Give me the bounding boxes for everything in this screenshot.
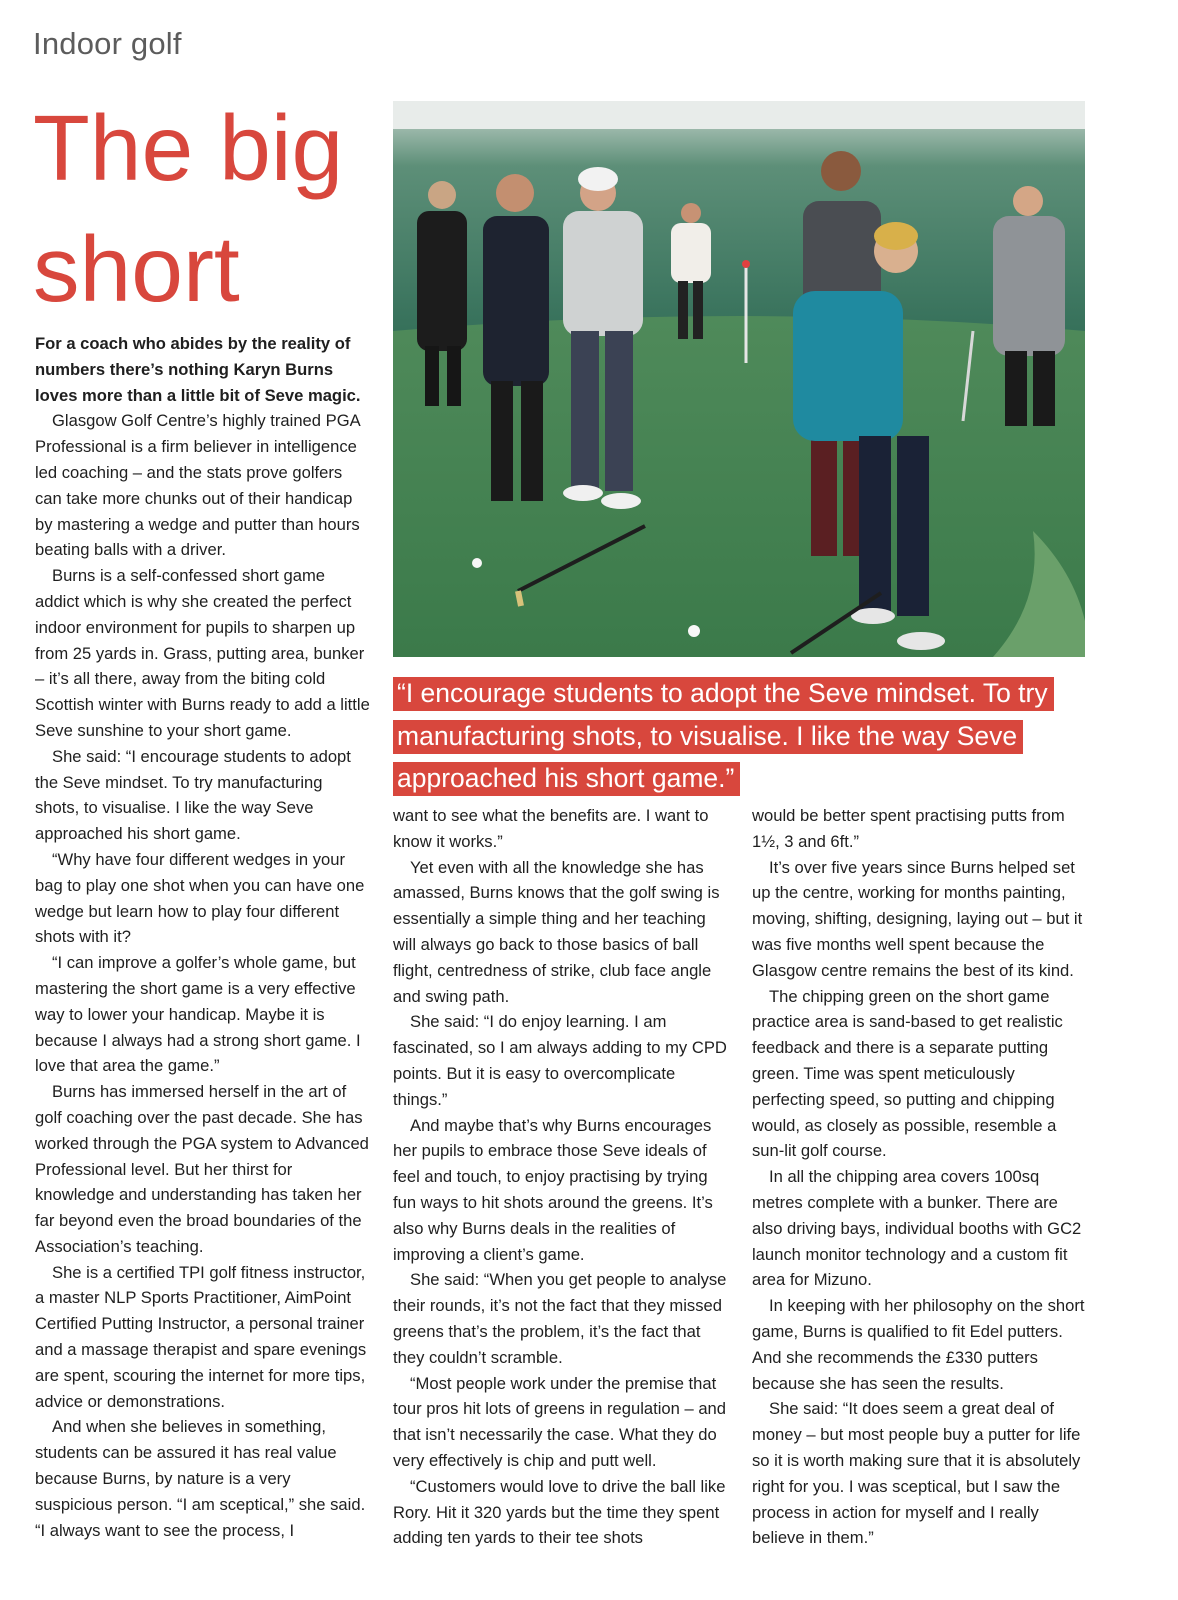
pull-quote-text: “I encourage students to adopt the Seve mindset. To try manufacturing shots, to visualise. I like the way Seve approached his short game.”	[393, 677, 1054, 796]
article-column-3	[752, 803, 1090, 1551]
intro-paragraph: For a coach who abides by the reality of numbers there’s nothing Karyn Burns loves more than a little bit of Seve magic.	[35, 334, 361, 405]
body-paragraph: In all the chipping area covers 100sq metres complete with a bunker. There are also driving bays, individual booths with GC2 launch monitor technology and a custom fit area for Mizuno.	[752, 1167, 1082, 1290]
pull-quote	[393, 672, 1093, 800]
golf-lesson-photo-icon	[393, 101, 1085, 657]
body-paragraph: “Customers would love to drive the ball like Rory. Hit it 320 yards but the time they spent adding ten yards to their tee shots	[393, 1476, 726, 1548]
body-paragraph: She said: “It does seem a great deal of money – but most people buy a putter for life so it is worth making sure that it is absolutely right for you. I was sceptical, but I saw the process in action for myself and I really believe in them.”	[752, 1399, 1081, 1548]
body-paragraph: Burns is a self-confessed short game addict which is why she created the perfect indoor environment for pupils to sharpen up from 25 yards in. Grass, putting area, bunker – it’s all there, away from the biting cold Scottish winter with Burns ready to add a little Seve sunshine to your short game.	[35, 566, 370, 740]
body-paragraph: Burns has immersed herself in the art of golf coaching over the past decade. She has worked through the PGA system to Advanced Professional level. But her thirst for knowledge and understanding has taken her far beyond even the broad boundaries of the Association’s teaching.	[35, 1082, 369, 1256]
section-label: Indoor golf	[33, 26, 182, 61]
article-column-2	[393, 803, 731, 1551]
headline-line-2: short	[33, 217, 240, 321]
continuation-paragraph: want to see what the benefits are. I want to know it works.”	[393, 806, 709, 851]
body-paragraph: The chipping green on the short game practice area is sand-based to get realistic feedback and there is a separate putting green. Time was spent meticulously perfecting speed, so putting and chipping would, as closely as possible, resemble a sun-lit golf course.	[752, 986, 1063, 1161]
body-paragraph: And when she believes in something, students can be assured it has real value because Burns, by nature is a very suspicious person. “I am sceptical,” she said. “I always want to see the process, I	[35, 1417, 366, 1540]
article-photo	[393, 101, 1085, 657]
body-paragraph: She said: “When you get people to analyse their rounds, it’s not the fact that they missed greens that’s the problem, it’s the fact that they couldn’t scramble.	[393, 1270, 727, 1367]
body-paragraph: In keeping with her philosophy on the short game, Burns is qualified to fit Edel putters. And she recommends the £330 putters because she has seen the results.	[752, 1296, 1085, 1393]
body-paragraph: She said: “I encourage students to adopt the Seve mindset. To try manufacturing shots, to visualise. I like the way Seve approached his short game.	[35, 746, 351, 844]
body-paragraph: “I can improve a golfer’s whole game, but mastering the short game is a very effective way to lower your handicap. Maybe it is because I always had a strong short game. I love that area the game.”	[35, 953, 361, 1076]
body-paragraph: Yet even with all the knowledge she has amassed, Burns knows that the golf swing is essentially a simple thing and her teaching will always go back to those basics of ball flight, centredness of strike, club face angle and swing path.	[393, 857, 720, 1006]
body-paragraph: “Why have four different wedges in your bag to play one shot when you can have one wedge but learn how to play four different shots with it?	[35, 849, 365, 947]
body-paragraph: And maybe that’s why Burns encourages her pupils to embrace those Seve ideals of feel and touch, to enjoy practising by trying fun ways to hit shots around the greens. It’s also why Burns deals in the realities of improving a client’s game.	[393, 1115, 713, 1264]
article-column-1	[35, 331, 371, 1543]
body-paragraph: She is a certified TPI golf fitness instructor, a master NLP Sports Practitioner, AimPoint Certified Putting Instructor, a personal trainer and a massage therapist and spare evenings are spent, scouring the internet for more tips, advice or demonstrations.	[35, 1262, 367, 1411]
headline	[33, 88, 383, 330]
continuation-paragraph: would be better spent practising putts from 1½, 3 and 6ft.”	[752, 806, 1065, 851]
body-paragraph: Glasgow Golf Centre’s highly trained PGA Professional is a firm believer in intelligence led coaching – and the stats prove golfers can take more chunks out of their handicap by mastering a wedge and putter than hours beating balls with a driver.	[35, 411, 360, 560]
body-paragraph: “Most people work under the premise that tour pros hit lots of greens in regulation – and that isn’t necessarily the case. What they do very effectively is chip and putt well.	[393, 1373, 727, 1470]
headline-line-1: The big	[33, 96, 344, 200]
body-paragraph: She said: “I do enjoy learning. I am fascinated, so I am always adding to my CPD points. But it is easy to overcomplicate things.”	[393, 1012, 727, 1109]
body-paragraph: It’s over five years since Burns helped set up the centre, working for months painting, moving, shifting, designing, laying out – but it was five months well spent because the Glasgow centre remains the best of its kind.	[752, 857, 1083, 980]
